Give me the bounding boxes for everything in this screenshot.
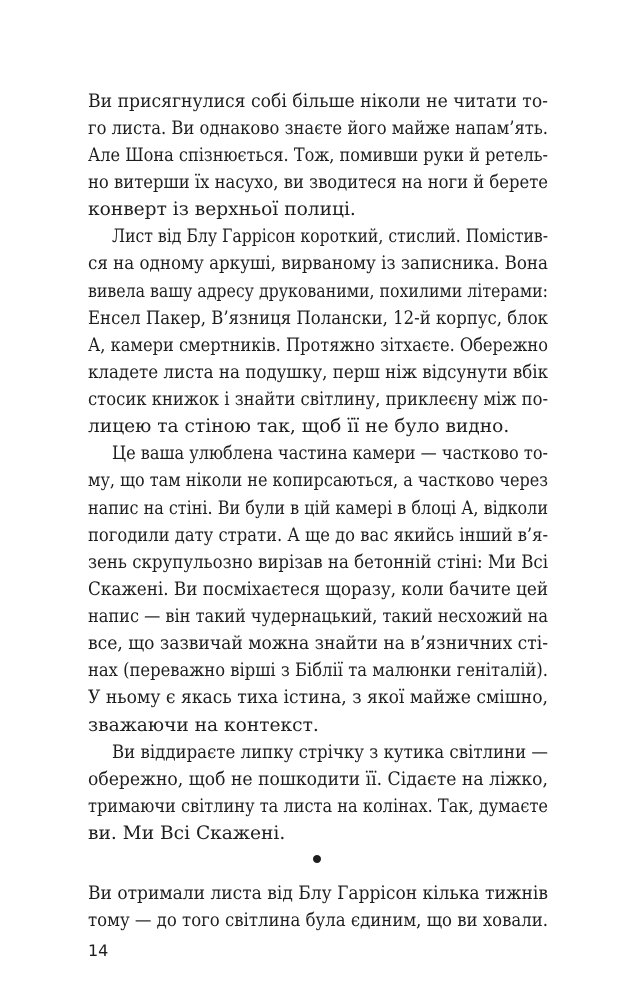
text-line: го листа. Ви однаково знаєте його майже напам’ять. <box>88 117 548 139</box>
text-line: Ви присягнулися собі більше ніколи не читати то- <box>88 90 548 112</box>
text-line: нах (переважно вірші з Біблії та малюнки геніталій). <box>88 660 548 682</box>
text-line: Ви віддираєте липку стрічку з кутика світлини — <box>112 741 548 763</box>
text-line: У ньому є якась тиха істина, з якої майже смішно, <box>88 687 548 709</box>
text-line: зень скрупульозно вирізав на бетонній стіні: Ми Всі <box>88 551 548 573</box>
text-line: А, камери смертників. Протяжно зітхаєте. Обережно <box>88 334 548 356</box>
text-line: зважаючи на контекст. <box>88 714 319 736</box>
text-line: стосик книжок і знайти світлину, приклеєну між по- <box>88 389 548 411</box>
page-number: 14 <box>88 941 109 961</box>
text-line: Але Шона спізнюється. Тож, помивши руки й ретель- <box>88 145 548 167</box>
text-line: обережно, щоб не пошкодити її. Сідаєте на ліжко, <box>88 768 548 790</box>
text-line: лицею та стіною так, щоб її не було видно. <box>88 416 510 438</box>
text-line: тримаючи світлину та листа на колінах. Так, думаєте <box>88 795 548 817</box>
text-line: все, що зазвичай можна знайти на в’язничних сті- <box>88 633 548 655</box>
text-line: му, що там ніколи не копирсаються, а частково через <box>88 470 548 492</box>
text-line: Скажені. Ви посміхаєтеся щоразу, коли бачите цей <box>88 578 548 600</box>
text-line: Енсел Пакер, В’язниця Полански, 12-й корпус, блок <box>88 307 548 329</box>
section-break-bullet <box>313 855 321 863</box>
text-line: кладете листа на подушку, перш ніж відсунути вбік <box>88 361 548 383</box>
text-line: погодили дату страти. А ще до вас якийсь інший в’я- <box>88 524 548 546</box>
text-line: тому — до того світлина була єдиним, що ви ховали. <box>88 909 548 931</box>
text-line: вивела вашу адресу друкованими, похилими літерами: <box>88 280 548 302</box>
text-line: напис на стіні. Ви були в цій камері в блоці А, відколи <box>88 497 548 519</box>
text-line: Лист від Блу Гаррісон короткий, стислий. Помістив- <box>112 226 548 248</box>
text-line: Це ваша улюблена частина камери — частково то- <box>112 443 548 465</box>
text-line: ся на одному аркуші, вирваному із записника. Вона <box>88 253 548 275</box>
text-line: Ви отримали листа від Блу Гаррісон кілька тижнів <box>88 882 548 904</box>
text-line: конверт із верхньої полиці. <box>88 199 356 221</box>
text-line: ви. Ми Всі Скажені. <box>88 822 286 844</box>
text-line: напис — він такий чудернацький, такий несхожий на <box>88 606 548 628</box>
text-line: но витерши їх насухо, ви зводитеся на ноги й берете <box>88 172 548 194</box>
